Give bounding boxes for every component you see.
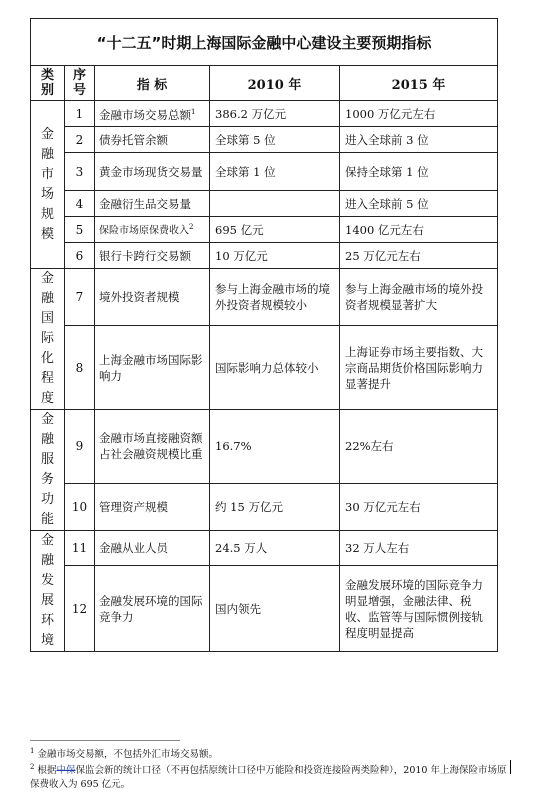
value-2015: 进入全球前 3 位 xyxy=(340,127,498,153)
indicator-cell: 管理资产规模 xyxy=(95,483,210,530)
row-number: 9 xyxy=(65,410,95,484)
row-number: 8 xyxy=(65,326,95,410)
row-number: 4 xyxy=(65,191,95,217)
indicator-cell: 金融市场交易总额$^1$ xyxy=(95,101,210,127)
indicator-table-container xyxy=(30,18,497,652)
table-row xyxy=(31,410,498,484)
table-row xyxy=(31,566,498,652)
table-row xyxy=(31,483,498,530)
header-2010: 2010 年 xyxy=(210,66,340,101)
indicator-cell: 银行卡跨行交易额 xyxy=(95,243,210,269)
indicator-cell: 金融市场直接融资额占社会融资规模比重 xyxy=(95,410,210,484)
value-2015: 1400 亿元左右 xyxy=(340,217,498,243)
table-row xyxy=(31,101,498,127)
header-number: 序号 xyxy=(65,66,95,101)
table-row xyxy=(31,217,498,243)
table-row xyxy=(31,243,498,269)
row-number: 1 xyxy=(65,101,95,127)
footnote-mark: 1 xyxy=(30,747,35,755)
indicator-cell: 黄金市场现货交易量 xyxy=(95,153,210,191)
table-row xyxy=(31,269,498,326)
value-2015: 25 万亿元左右 xyxy=(340,243,498,269)
footnote-ref: 2 xyxy=(189,223,194,232)
value-2010: 24.5 万人 xyxy=(210,531,340,566)
table-row xyxy=(31,191,498,217)
value-2015: 金融发展环境的国际竞争力明显增强，金融法律、税收、监管等与国际惯例接轨程度明显提高 xyxy=(340,566,498,652)
indicator-cell: 境外投资者规模 xyxy=(95,269,210,326)
value-2010 xyxy=(210,191,340,217)
value-2010: 国内领先 xyxy=(210,566,340,652)
header-indicator: 指 标 xyxy=(95,66,210,101)
indicator-table xyxy=(30,18,498,652)
footnote-ref: 1 xyxy=(191,108,196,117)
indicator-cell: 金融发展环境的国际竞争力 xyxy=(95,566,210,652)
value-2010: 695 亿元 xyxy=(210,217,340,243)
value-2015: 参与上海金融市场的境外投资者规模显著扩大 xyxy=(340,269,498,326)
table-row xyxy=(31,326,498,410)
category-market-scale: 金融市场规模 xyxy=(31,101,65,269)
value-2015: 30 万亿元左右 xyxy=(340,483,498,530)
footnote-mark: 2 xyxy=(30,763,35,771)
footnote-text: 金融市场交易额，不包括外汇市场交易额。 xyxy=(37,749,219,761)
value-2010: 16.7% xyxy=(210,410,340,484)
value-2010: 全球第 1 位 xyxy=(210,153,340,191)
header-2015: 2015 年 xyxy=(340,66,498,101)
row-number: 5 xyxy=(65,217,95,243)
value-2015: 上海证券市场主要指数、大宗商品期货价格国际影响力显著提升 xyxy=(340,326,498,410)
header-category: 类别 xyxy=(31,66,65,101)
indicator-cell: 上海金融市场国际影响力 xyxy=(95,326,210,410)
indicator-cell: 金融从业人员 xyxy=(95,531,210,566)
text-cursor xyxy=(510,760,511,774)
indicator-cell: 保险市场原保费收入$^2$ xyxy=(95,217,210,243)
value-2015: 保持全球第 1 位 xyxy=(340,153,498,191)
value-2010: 全球第 5 位 xyxy=(210,127,340,153)
row-number: 12 xyxy=(65,566,95,652)
value-2010: 国际影响力总体较小 xyxy=(210,326,340,410)
category-service-function: 金融服务功能 xyxy=(31,410,65,531)
value-2010: 386.2 万亿元 xyxy=(210,101,340,127)
row-number: 10 xyxy=(65,483,95,530)
value-2010: 参与上海金融市场的境外投资者规模较小 xyxy=(210,269,340,326)
table-row xyxy=(31,127,498,153)
row-number: 7 xyxy=(65,269,95,326)
category-environment: 金融发展环境 xyxy=(31,531,65,652)
footnote-text: 保监会新的统计口径（不再包括原统计口径中万能险和投资连接险两类险种），2010 年上海保险市场原保费收入为 695 亿元。 xyxy=(30,765,507,791)
value-2015: 1000 万亿元左右 xyxy=(340,101,498,127)
row-number: 2 xyxy=(65,127,95,153)
indicator-cell: 债券托管余额 xyxy=(95,127,210,153)
category-internationalization: 金融国际化程度 xyxy=(31,269,65,410)
footnote-strikethrough: 中保 xyxy=(56,765,76,777)
indicator-cell: 金融衍生品交易量 xyxy=(95,191,210,217)
footnote-divider xyxy=(30,740,180,741)
row-number: 6 xyxy=(65,243,95,269)
row-number: 3 xyxy=(65,153,95,191)
table-row xyxy=(31,531,498,566)
value-2015: 22%左右 xyxy=(340,410,498,484)
table-row xyxy=(31,153,498,191)
table-title: “十二五”时期上海国际金融中心建设主要预期指标 xyxy=(31,19,498,66)
footnote-2 xyxy=(30,760,510,792)
row-number: 11 xyxy=(65,531,95,566)
value-2010: 约 15 万亿元 xyxy=(210,483,340,530)
value-2015: 32 万人左右 xyxy=(340,531,498,566)
value-2010: 10 万亿元 xyxy=(210,243,340,269)
value-2015: 进入全球前 5 位 xyxy=(340,191,498,217)
footnote-text-prefix: 根据 xyxy=(37,765,57,777)
